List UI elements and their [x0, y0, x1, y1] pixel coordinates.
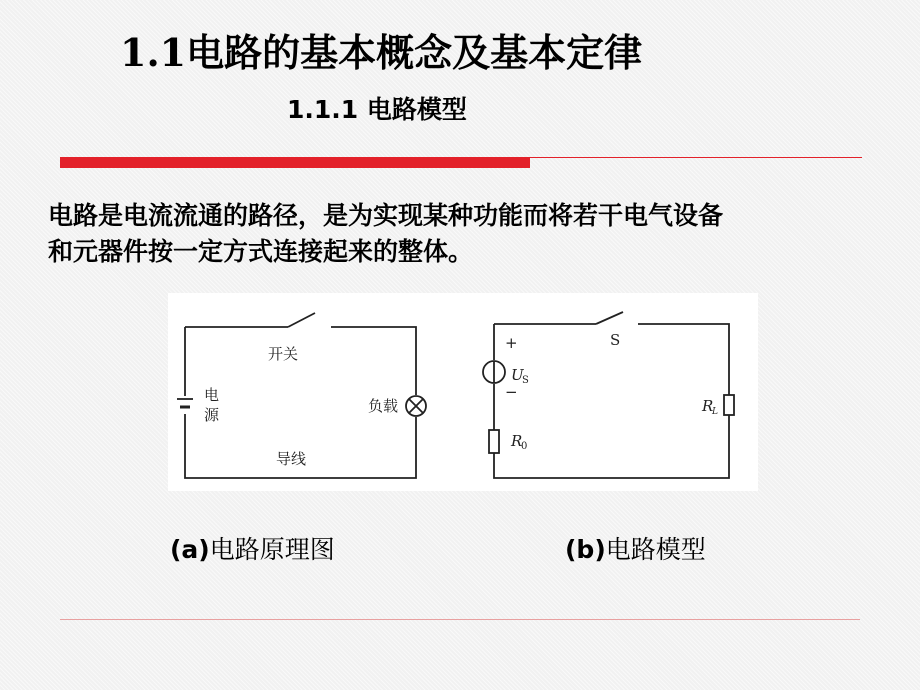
- diagram-a-load-label: 负载: [368, 397, 399, 415]
- definition-line-2: 和元器件按一定方式连接起来的整体。: [48, 237, 474, 266]
- diagram-a-source-label-1: 电: [204, 386, 220, 404]
- caption-a: [170, 530, 335, 566]
- diagram-b-load-resistor-icon: [724, 395, 734, 415]
- diagram-a-lamp-cross-icon: [409, 399, 423, 413]
- title-rule-thin: [530, 157, 862, 158]
- caption-a-text: 电路原理图: [209, 535, 335, 564]
- caption-b: [565, 530, 706, 566]
- diagram-b: [483, 312, 734, 478]
- diagram-a-switch-label: 开关: [268, 345, 299, 363]
- diagram-b-wire-top-right: [638, 324, 729, 395]
- diagram-b-switch-label: S: [610, 331, 621, 349]
- diagram-b-plus-label: +: [505, 334, 518, 352]
- diagram-b-minus-label: −: [505, 383, 518, 401]
- definition-line-1: 电路是电流流通的路径，是为实现某种功能而将若干电气设备: [48, 201, 724, 230]
- definition-paragraph: [48, 198, 888, 270]
- diagram-b-load-label: R: [702, 397, 714, 415]
- diagram-b-switch-blade-icon: [596, 312, 623, 324]
- diagram-b-load-subscript: L: [712, 407, 718, 417]
- caption-a-label: (a): [170, 535, 210, 564]
- diagram-b-source-label: U: [511, 366, 524, 384]
- caption-b-text: 电路模型: [605, 535, 706, 564]
- diagram-a-wire-right-lower: [185, 414, 416, 478]
- diagram-b-internal-resistor-icon: [489, 430, 499, 453]
- diagram-b-wire-right-lower: [494, 415, 729, 478]
- diagram-b-internal-resistor-label: R: [511, 432, 523, 450]
- circuit-figure: [168, 293, 758, 491]
- circuit-diagrams-svg: [168, 293, 758, 491]
- caption-b-label: (b): [565, 535, 606, 564]
- title-rule-thick: [60, 157, 530, 168]
- footer-rule: [60, 619, 860, 620]
- diagram-a-source-label-2: 源: [204, 406, 220, 424]
- slide-title: 1.1电路的基本概念及基本定律: [120, 30, 643, 75]
- diagram-b-internal-resistor-subscript: 0: [521, 441, 528, 452]
- diagram-b-source-subscript: S: [522, 375, 529, 386]
- diagram-a-wire-top-right: [331, 327, 416, 395]
- diagram-a-wire-label: 导线: [276, 450, 307, 468]
- section-subtitle: 1.1.1 电路模型: [287, 95, 467, 124]
- diagram-a-switch-blade-icon: [288, 313, 315, 327]
